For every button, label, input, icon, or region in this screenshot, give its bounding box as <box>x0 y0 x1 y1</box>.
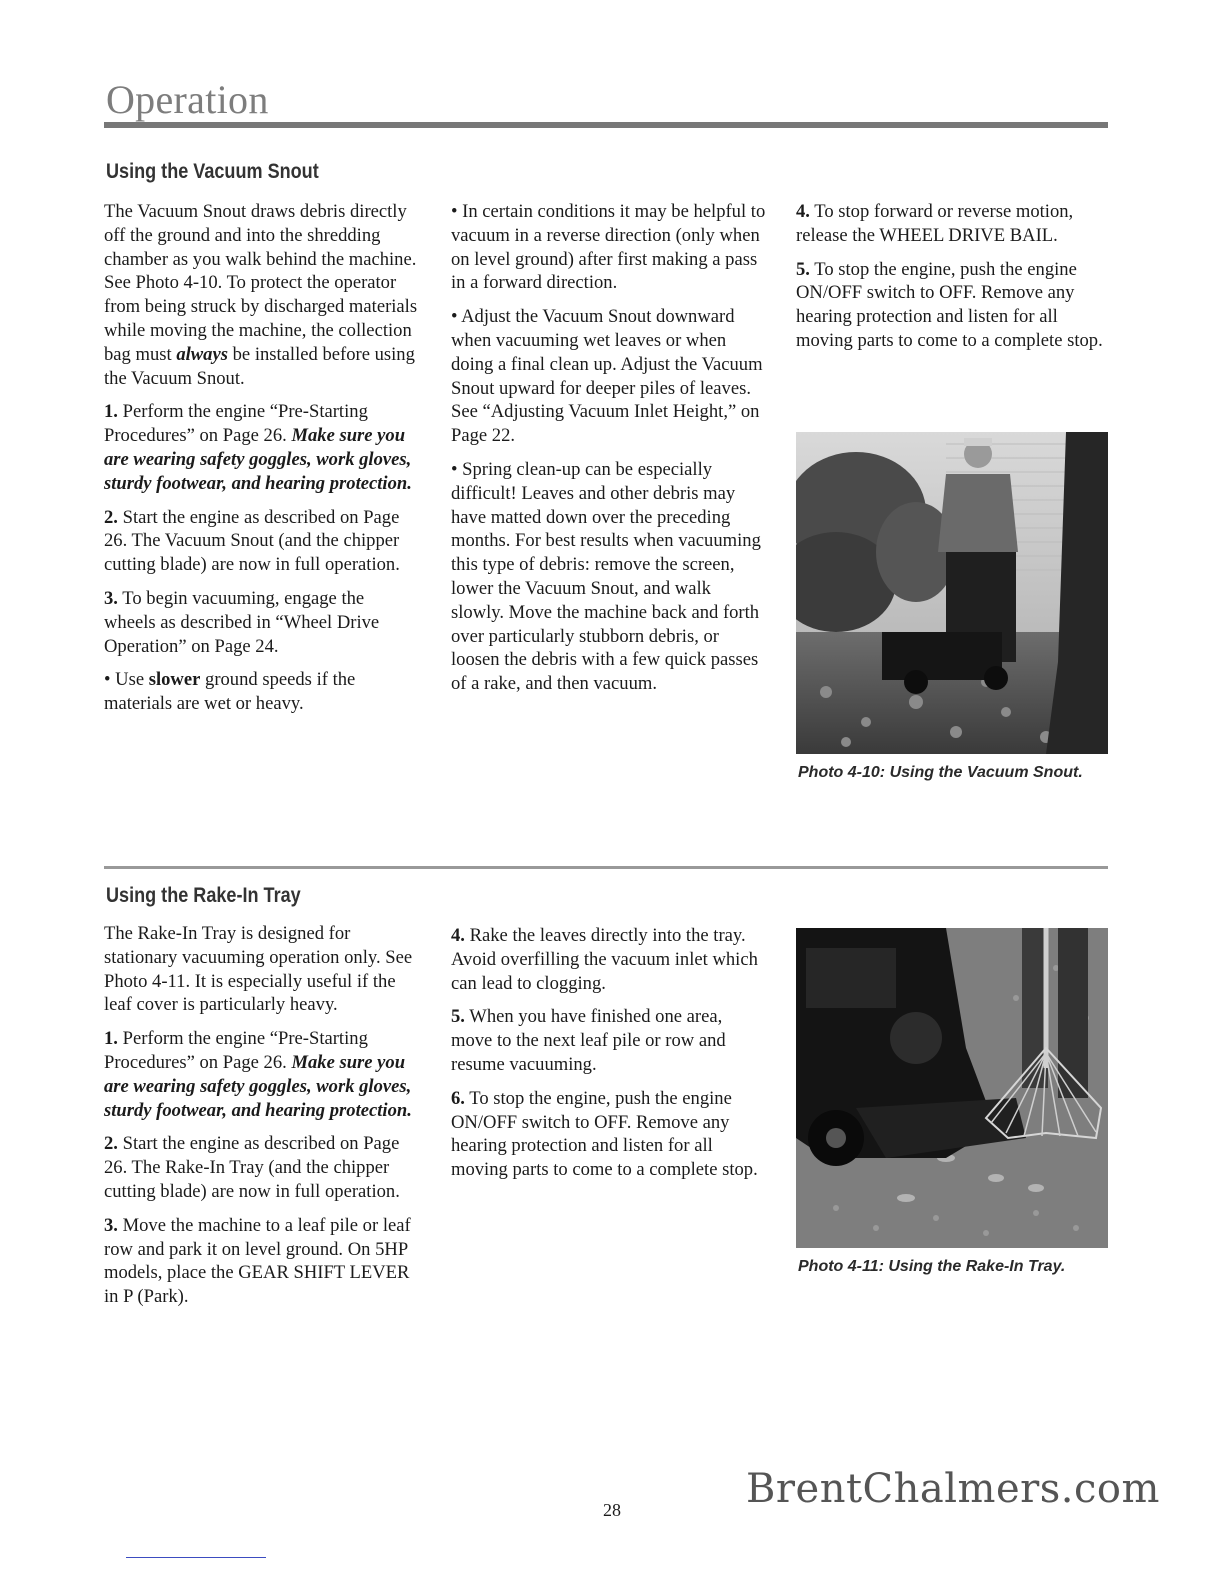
section-heading-rake-in-tray: Using the Rake-In Tray <box>106 884 301 907</box>
photo-rake-in-tray <box>796 928 1108 1248</box>
page-number: 28 <box>603 1500 621 1520</box>
step-3: 3. Move the machine to a leaf pile or leaf row and park it on level ground. On 5HP models, place the GEAR SHIFT LEVER in P (Park). <box>104 1214 411 1308</box>
section-heading-vacuum-snout: Using the Vacuum Snout <box>106 160 319 183</box>
photo-caption-4-10: Photo 4-10: Using the Vacuum Snout. <box>798 764 1083 781</box>
section-rule <box>104 866 1108 869</box>
header-rule <box>104 122 1108 128</box>
paragraph: The Rake-In Tray is designed for stationary vacuuming operation only. See Photo 4-11. It is especially useful if the leaf cover is particularly heavy. <box>104 923 413 1016</box>
step-2: 2. Start the engine as described on Page 26. The Vacuum Snout (and the chipper cutting blade) are now in full operation. <box>104 506 400 576</box>
step-5: 5. To stop the engine, push the engine ON/OFF switch to OFF. Remove any hearing protection and listen for all moving parts to come to a complete stop. <box>796 258 1103 351</box>
step-4: 4. Rake the leaves directly into the tray. Avoid overfilling the vacuum inlet which can lead to clogging. <box>451 925 758 994</box>
step-2: 2. Start the engine as described on Page 26. The Rake-In Tray (and the chipper cutting blade) are now in full operation. <box>104 1133 400 1202</box>
section1-column-2 <box>451 200 767 706</box>
paragraph: The Vacuum Snout draws debris directly off the ground and into the shredding chamber as you walk behind the machine. See Photo 4-10. To protect the operator from being struck by discharged materials while moving the machine, the collection bag must always be installed before using the Vacuum Snout. <box>104 201 418 389</box>
step-4: 4. To stop forward or reverse motion, release the WHEEL DRIVE BAIL. <box>796 201 1074 246</box>
bullet: • Adjust the Vacuum Snout downward when vacuuming wet leaves or when doing a final clean up. Adjust the Vacuum Snout upward for deeper piles of leaves. See “Adjusting Vacuum Inlet Height,” on Page 22. <box>451 306 763 447</box>
section2-column-2 <box>451 924 767 1192</box>
photo-caption-4-11: Photo 4-11: Using the Rake-In Tray. <box>798 1258 1066 1275</box>
bullet: • Spring clean-up can be especially difficult! Leaves and other debris may have matted down over the preceding months. For best results when vacuuming this type of debris: remove the screen, lower the Vacuum Snout, and walk slowly. Move the machine back and forth over particularly stubborn debris, or loosen the debris with a few quick passes of a rake, and then vacuum. <box>451 458 761 695</box>
section1-column-1 <box>104 200 420 726</box>
footer-underline <box>126 1557 266 1558</box>
watermark: BrentChalmers.com <box>746 1466 1160 1512</box>
step-1: 1. Perform the engine “Pre-Starting Procedures” on Page 26. Make sure you are wearing safety goggles, work gloves, sturdy footwear, and hearing protection. <box>104 1028 412 1121</box>
photo-vacuum-snout <box>796 432 1108 754</box>
step-3: 3. To begin vacuuming, engage the wheels as described in “Wheel Drive Operation” on Page 24. <box>104 587 380 657</box>
section1-column-3 <box>796 200 1106 363</box>
bullet: • In certain conditions it may be helpful to vacuum in a reverse direction (only when on level ground) after first making a pass in a forward direction. <box>451 201 766 294</box>
section2-column-1 <box>104 922 420 1319</box>
bullet: • Use slower ground speeds if the materials are wet or heavy. <box>104 669 356 715</box>
safety-warning: Make sure you are wearing safety goggles, work gloves, sturdy footwear, and hearing protection. <box>104 1051 412 1121</box>
page-title: Operation <box>106 77 269 122</box>
safety-warning: Make sure you are wearing safety goggles, work gloves, sturdy footwear, and hearing protection. <box>104 425 412 494</box>
step-5: 5. When you have finished one area, move to the next leaf pile or row and resume vacuuming. <box>451 1006 726 1075</box>
step-6: 6. To stop the engine, push the engine ON/OFF switch to OFF. Remove any hearing protection and listen for all moving parts to come to a complete stop. <box>451 1087 758 1181</box>
step-1: 1. Perform the engine “Pre-Starting Procedures” on Page 26. Make sure you are wearing safety goggles, work gloves, sturdy footwear, and hearing protection. <box>104 401 412 494</box>
